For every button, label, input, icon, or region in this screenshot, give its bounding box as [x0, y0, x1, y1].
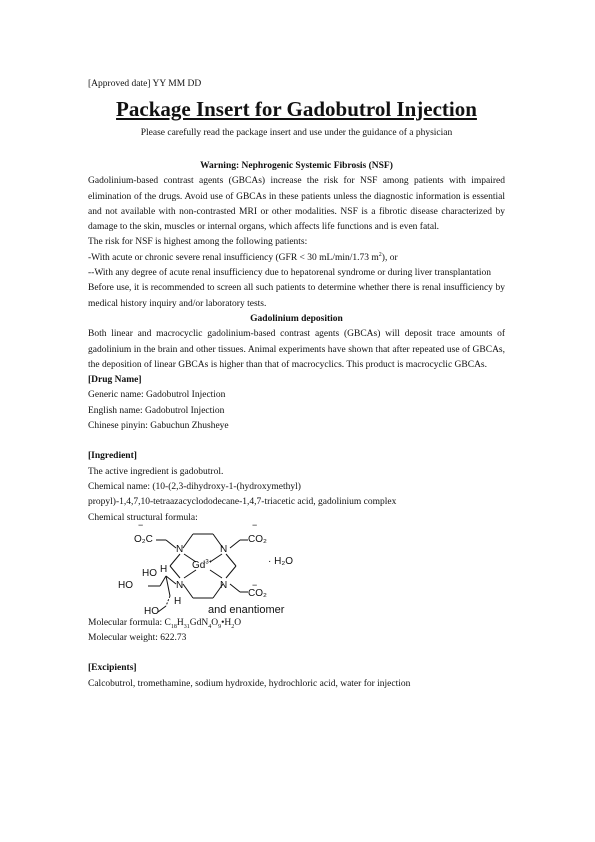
excipients-heading: [Excipients]: [88, 663, 137, 674]
warning-bullet-1-sup: 2: [378, 251, 382, 258]
ingredient-heading: [Ingredient]: [88, 451, 137, 462]
hydroxyl-3: HO: [144, 605, 159, 617]
warning-paragraph-1: Gadolinium-based contrast agents (GBCAs) increase the risk for NSF among patients with impaired elimination of the drugs. Avoid use of GBCAs in these patients unless the diagnostic information is essential and not available with non-contrasted MRI or other modalities. NSF is a fibrotic disease characterized by damage to the skin, muscles or internal organs, which affects life functions and is even fatal.: [88, 176, 505, 233]
warning-bullet-2: --With any degree of acute renal insufficiency due to hepatorenal syndrome or during liver transplantation: [88, 268, 492, 279]
enantiomer-label: and enantiomer: [208, 603, 285, 616]
water-oxygen: O: [234, 617, 242, 628]
hydrate-formula: •H: [221, 617, 232, 628]
chinese-pinyin: Chinese pinyin: Gabuchun Zhusheye: [88, 421, 229, 432]
molecular-formula-label: Molecular formula: C: [88, 617, 171, 628]
warning-paragraph-2: The risk for NSF is highest among the following patients:: [88, 237, 308, 248]
warning-heading: Warning: Nephrogenic Systemic Fibrosis (NSF): [200, 161, 393, 171]
warning-bullet-1: [88, 251, 505, 266]
hydroxyl-1: HO: [142, 567, 157, 579]
nitrogen-top-right: N: [220, 543, 228, 555]
english-name: English name: Gadobutrol Injection: [88, 405, 225, 416]
nitrogen-top-left: N: [176, 543, 184, 555]
molecular-formula: [88, 616, 505, 631]
carboxylate-top-right: CO₂: [248, 533, 267, 545]
carboxylate-top-left: O₂C: [134, 533, 153, 545]
hydrogen-letter: H: [176, 617, 184, 628]
minus-sign-bottom-right: −: [252, 579, 258, 590]
water-hydrogen-count: 2: [231, 623, 235, 630]
warning-bullet-1-text: -With acute or chronic severe renal insufficiency (GFR < 30 mL/min/1.73 m: [88, 252, 379, 263]
gadolinium-charge: 3+: [205, 559, 213, 566]
drug-name-heading: [Drug Name]: [88, 375, 142, 386]
formula-gd-n: GdN: [189, 617, 209, 628]
hydrogen-count: 31: [183, 623, 190, 630]
oxygen-count: 9: [218, 623, 222, 630]
structural-formula-label: Chemical structural formula:: [88, 512, 198, 523]
hydrogen-2: H: [174, 595, 182, 607]
oxygen-letter: O: [211, 617, 219, 628]
chemical-name-line-1: Chemical name: (10-(2,3-dihydroxy-1-(hydroxymethyl): [88, 481, 301, 492]
carbon-count: 18: [170, 623, 177, 630]
nitrogen-bottom-right: N: [220, 579, 228, 591]
document-title: Package Insert for Gadobutrol Injection: [116, 97, 477, 121]
approved-date: [Approved date] YY MM DD: [88, 79, 202, 89]
chemical-name-line-2: propyl)-1,4,7,10-tetraazacyclododecane-1,4,7-triacetic acid, gadolinium complex: [88, 497, 397, 508]
excipients-text: Calcobutrol, tromethamine, sodium hydroxide, hydrochloric acid, water for injection: [88, 678, 411, 689]
minus-sign-top-left: −: [138, 519, 144, 530]
carboxylate-bottom-right: CO₂: [248, 587, 267, 599]
gadolinium-label: [192, 560, 212, 571]
minus-sign-top-right: −: [252, 519, 258, 530]
hydroxyl-2: HO: [118, 579, 133, 591]
document-subtitle: Please carefully read the package insert and use under the guidance of a physician: [140, 128, 453, 138]
hydrogen-1: H: [160, 563, 168, 575]
deposition-heading: Gadolinium deposition: [250, 313, 343, 324]
spacer: [88, 646, 505, 661]
nitrogen-bottom-left: N: [176, 579, 184, 591]
nitrogen-count: 4: [208, 623, 212, 630]
active-ingredient: The active ingredient is gadobutrol.: [88, 466, 224, 477]
deposition-paragraph: Both linear and macrocyclic gadolinium-based contrast agents (GBCAs) will deposit trace amounts of gadolinium in the brain and other tissues. Animal experiments have shown that after repeated use of GBCAs, the deposition of linear GBCAs is higher than that of macrocyclics. This product is macrocyclic GBCAs.: [88, 329, 505, 370]
gadolinium-symbol: Gd: [192, 559, 206, 571]
generic-name: Generic name: Gadobutrol Injection: [88, 390, 226, 401]
warning-paragraph-3: Before use, it is recommended to screen all such patients to determine whether there is renal insufficiency by medical history inquiry and/or laboratory tests.: [88, 283, 505, 309]
warning-bullet-1-end: ), or: [381, 252, 398, 263]
spacer: [88, 434, 505, 449]
document-body: [88, 159, 505, 692]
hydrate-label: · H₂O: [268, 555, 293, 567]
molecular-weight: Molecular weight: 622.73: [88, 633, 187, 644]
chemical-structure: [88, 519, 505, 617]
